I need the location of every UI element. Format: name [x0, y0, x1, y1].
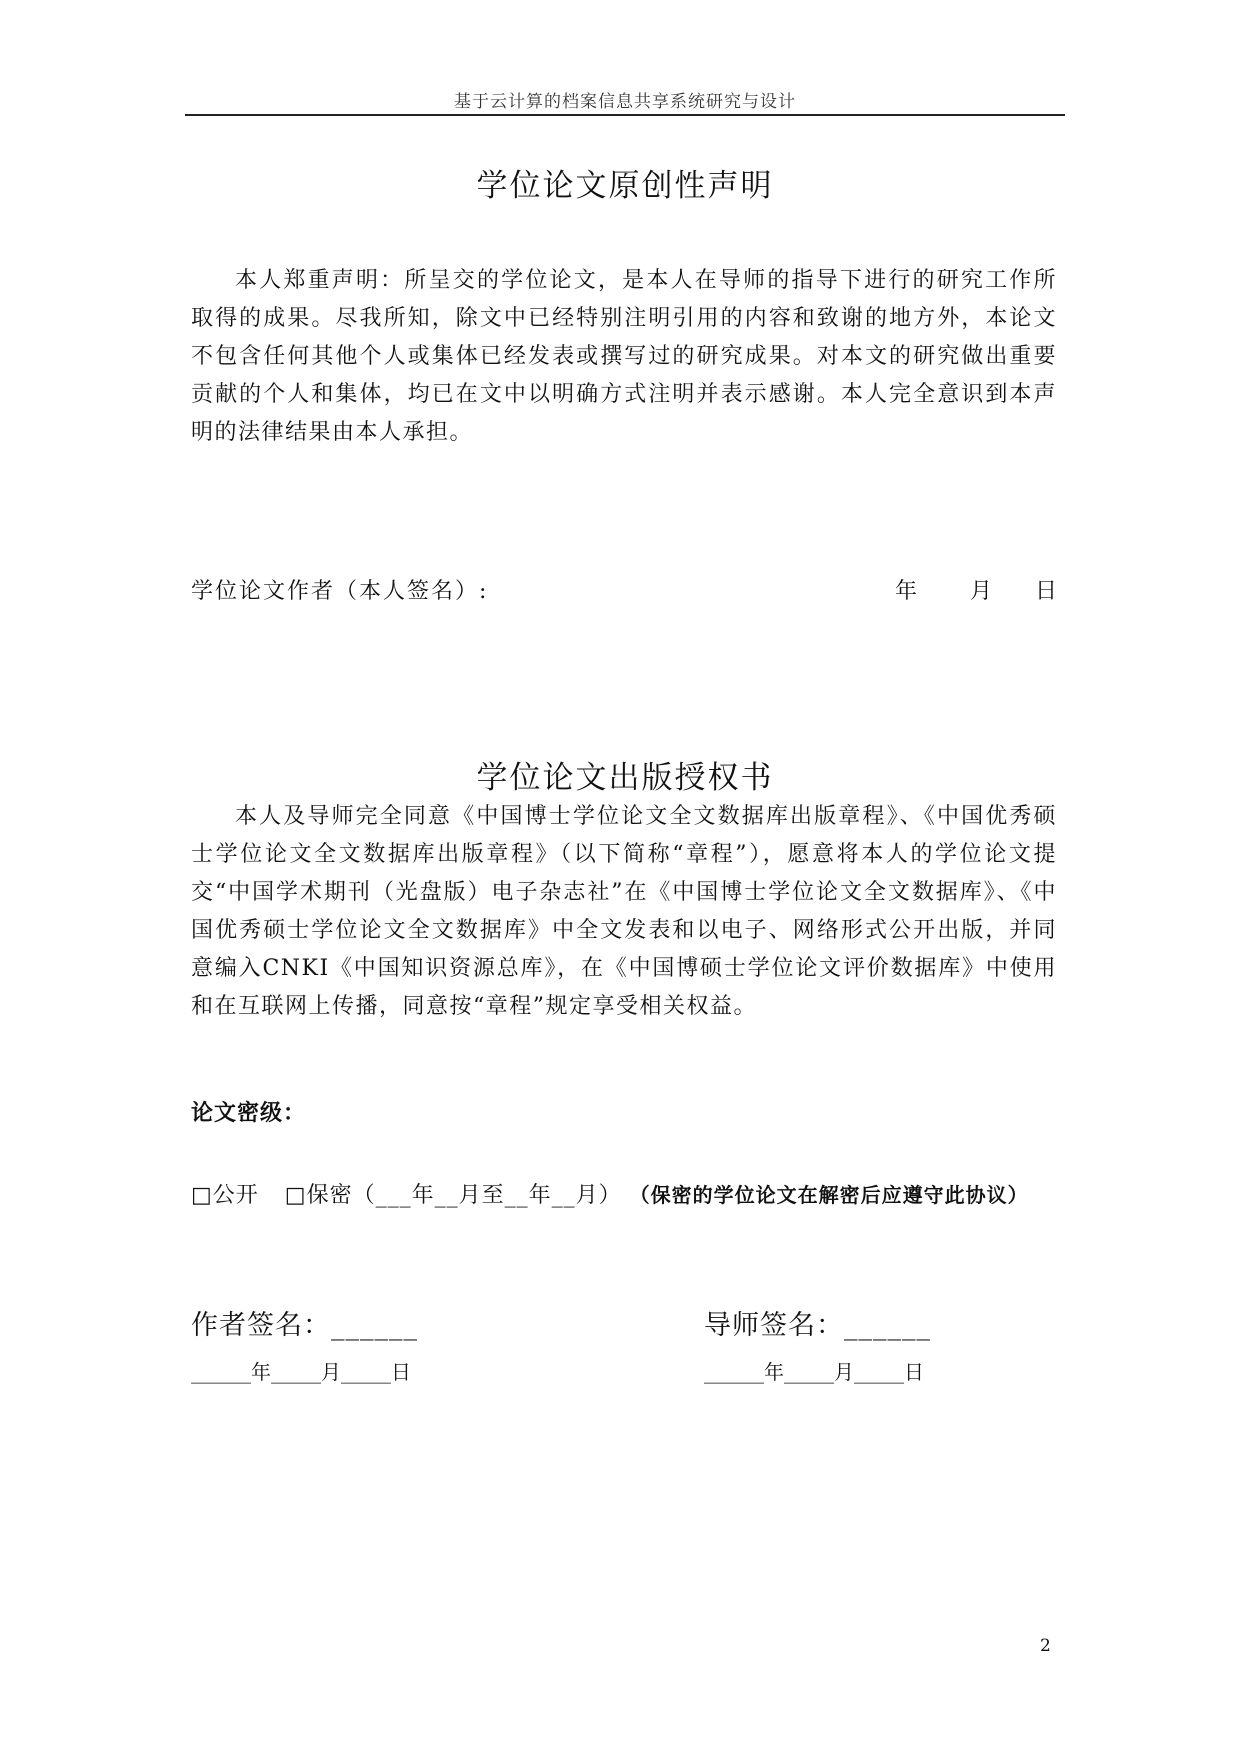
- running-header: 基于云计算的档案信息共享系统研究与设计: [454, 92, 796, 112]
- declaration-year-label: 年: [895, 579, 920, 604]
- advisor-sign-line: 导师签名：______: [704, 1310, 931, 1341]
- option-secret-checkbox[interactable]: □保密（___年__月至__年__月）: [284, 1183, 622, 1208]
- declaration-title: 学位论文原创性声明: [476, 168, 774, 204]
- declaration-body: 本人郑重声明：所呈交的学位论文，是本人在导师的指导下进行的研究工作所取得的成果。尽我所知，除文中已经特别注明引用的内容和致谢的地方外，本论文不包含任何其他个人或集体已经发表或撰写过的研究成果。对本文的研究做出重要贡献的个人和集体，均已在文中以明确方式注明并表示感谢。本人完全意识到本声明的法律结果由本人承担。: [191, 268, 1057, 445]
- header-rule: [185, 114, 1065, 116]
- declaration-day-label: 日: [1035, 579, 1060, 604]
- secret-note: （保密的学位论文在解密后应遵守此协议）: [629, 1183, 1029, 1207]
- secrecy-level-label: 论文密级：: [191, 1101, 307, 1126]
- declaration-month-label: 月: [970, 579, 995, 604]
- page-number: 2: [1040, 1636, 1051, 1656]
- author-signature-label: 学位论文作者（本人签名）:: [191, 579, 489, 604]
- authorization-body: 本人及导师完全同意《中国博士学位论文全文数据库出版章程》、《中国优秀硕士学位论文全文数据库出版章程》（以下简称“章程”），愿意将本人的学位论文提交“中国学术期刊（光盘版）电子杂志社”在《中国博士学位论文全文数据库》、《中国优秀硕士学位论文全文数据库》中全文发表和以电子、网络形式公开出版，并同意编入CNKI《中国知识资源总库》，在《中国博硕士学位论文评价数据库》中使用和在互联网上传播，同意按“章程”规定享受相关权益。: [191, 804, 1057, 1019]
- secrecy-options: [191, 1178, 1029, 1209]
- advisor-date-line: ______年_____月_____日: [704, 1360, 924, 1384]
- author-date-line: ______年_____月_____日: [191, 1360, 411, 1384]
- authorization-title: 学位论文出版授权书: [476, 760, 774, 796]
- author-sign-line: 作者签名：______: [191, 1310, 418, 1341]
- option-public-checkbox[interactable]: □公开: [191, 1183, 259, 1208]
